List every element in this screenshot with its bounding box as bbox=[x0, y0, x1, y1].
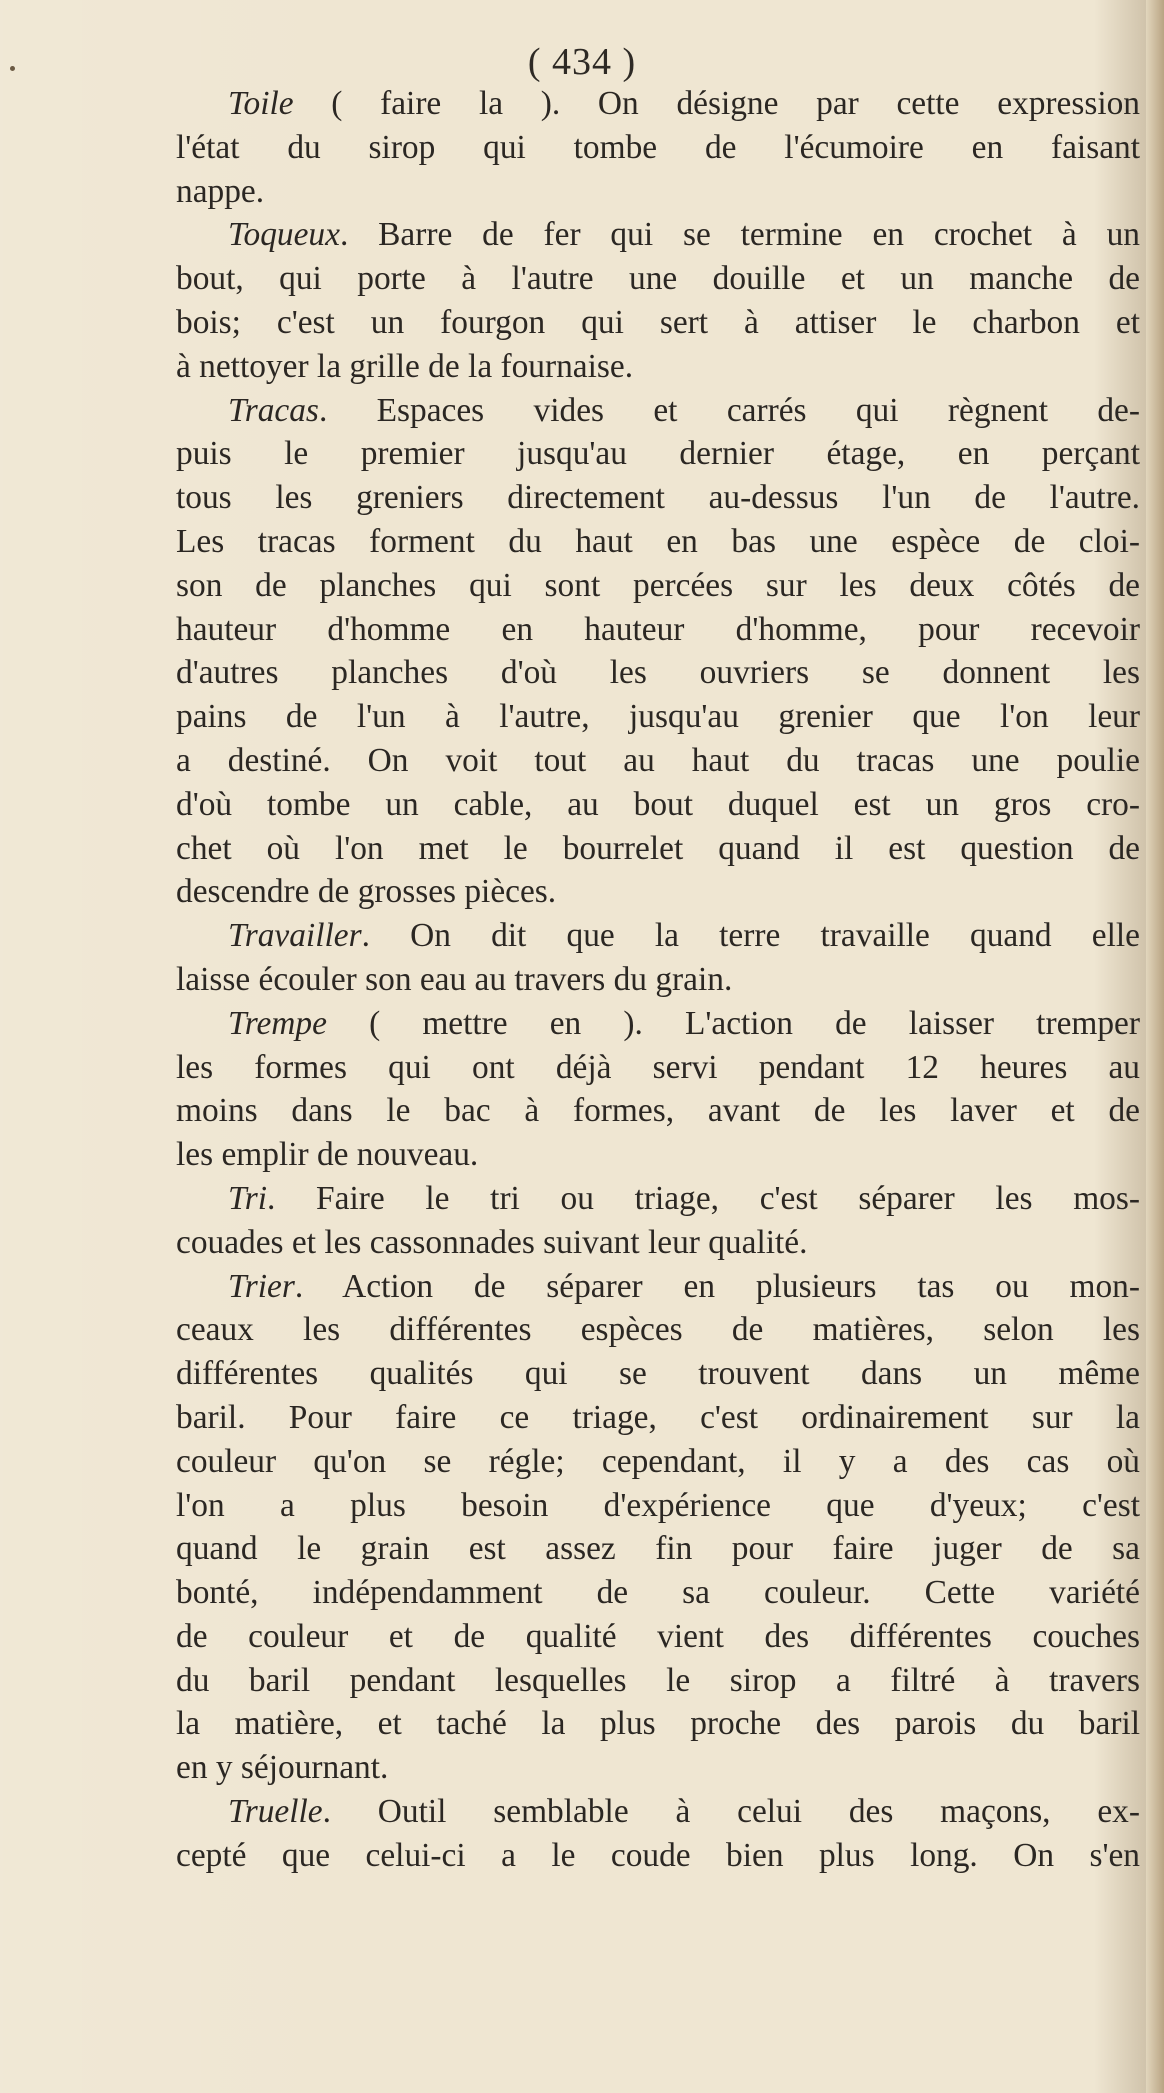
text-line: chet où l'on met le bourrelet quand il est question de bbox=[176, 829, 1140, 867]
entry-tri bbox=[176, 1177, 1140, 1265]
text-line: Toile ( faire la ). On désigne par cette expression bbox=[228, 85, 1140, 122]
text-line: Trier. Action de séparer en plusieurs tas ou mon- bbox=[228, 1267, 1140, 1305]
text-line: différentes qualités qui se trouvent dans un même bbox=[176, 1355, 1140, 1393]
text-line: Toqueux. Barre de fer qui se termine en crochet à un bbox=[228, 216, 1140, 254]
text-line: son de planches qui sont percées sur les deux côtés de bbox=[176, 566, 1140, 604]
entry-term: Trier bbox=[228, 1267, 295, 1305]
text-line: tous les greniers directement au-dessus l'un de l'autre. bbox=[176, 479, 1140, 517]
text-line: hauteur d'homme en hauteur d'homme, pour recevoir bbox=[176, 610, 1140, 648]
text-line: pains de l'un à l'autre, jusqu'au grenier que l'on leur bbox=[176, 698, 1140, 736]
text-line: baril. Pour faire ce triage, c'est ordinairement sur la bbox=[176, 1398, 1140, 1436]
text-line: les emplir de nouveau. bbox=[176, 1136, 479, 1174]
entry-term: Trempe bbox=[228, 1004, 327, 1042]
text-line: a destiné. On voit tout au haut du tracas une poulie bbox=[176, 741, 1140, 779]
entry-term: Tracas bbox=[228, 391, 319, 429]
text-line: bonté, indépendamment de sa couleur. Cette variété bbox=[176, 1574, 1140, 1612]
entry-term: Truelle bbox=[228, 1793, 323, 1831]
text-line: Truelle. Outil semblable à celui des maçons, ex- bbox=[228, 1793, 1140, 1831]
entry-term: Toqueux bbox=[228, 216, 340, 254]
entry-trempe bbox=[176, 1002, 1140, 1177]
text-line: couleur qu'on se régle; cependant, il y a des cas où bbox=[176, 1442, 1140, 1480]
text-line: de couleur et de qualité vient des différentes couches bbox=[176, 1617, 1140, 1655]
text-line: ceaux les différentes espèces de matières, selon les bbox=[176, 1311, 1140, 1349]
text-line: cepté que celui-ci a le coude bien plus long. On s'en bbox=[176, 1836, 1140, 1874]
text-line: en y séjournant. bbox=[176, 1749, 389, 1787]
text-line: à nettoyer la grille de la fournaise. bbox=[176, 347, 634, 385]
text-line: l'on a plus besoin d'expérience que d'yeux; c'est bbox=[176, 1486, 1140, 1524]
text-line: Les tracas forment du haut en bas une espèce de cloi- bbox=[176, 522, 1140, 560]
text-line: Travailler. On dit que la terre travaille quand elle bbox=[228, 917, 1140, 955]
entry-term: Toile bbox=[228, 85, 294, 122]
text-line: laisse écouler son eau au travers du grain. bbox=[176, 960, 733, 998]
entry-toqueux bbox=[176, 213, 1140, 388]
text-line: quand le grain est assez fin pour faire juger de sa bbox=[176, 1530, 1140, 1568]
text-line: Tri. Faire le tri ou triage, c'est séparer les mos- bbox=[228, 1179, 1140, 1217]
text-line: bois; c'est un fourgon qui sert à attiser le charbon et bbox=[176, 303, 1140, 341]
entry-toile bbox=[176, 82, 1140, 213]
page-number: ( 434 ) bbox=[527, 41, 637, 83]
entry-travailler bbox=[176, 914, 1140, 1002]
text-line: puis le premier jusqu'au dernier étage, en perçant bbox=[176, 435, 1140, 473]
text-line: la matière, et taché la plus proche des parois du baril bbox=[176, 1705, 1140, 1743]
text-line: bout, qui porte à l'autre une douille et un manche de bbox=[176, 260, 1140, 298]
entry-trier bbox=[176, 1265, 1140, 1791]
text-line: du baril pendant lesquelles le sirop a filtré à travers bbox=[176, 1661, 1140, 1699]
text-line: les formes qui ont déjà servi pendant 12 heures au bbox=[176, 1048, 1140, 1086]
text-line: l'état du sirop qui tombe de l'écumoire en faisant bbox=[176, 128, 1140, 166]
entry-tracas bbox=[176, 389, 1140, 915]
text-line: d'où tombe un cable, au bout duquel est un gros cro- bbox=[176, 785, 1140, 823]
text-line: Trempe ( mettre en ). L'action de laisser tremper bbox=[228, 1004, 1140, 1042]
entry-term: Tri bbox=[228, 1179, 267, 1217]
text-line: d'autres planches d'où les ouvriers se donnent les bbox=[176, 654, 1140, 692]
dictionary-text bbox=[176, 82, 1140, 1878]
text-line: Tracas. Espaces vides et carrés qui règnent de- bbox=[228, 391, 1140, 429]
text-line: nappe. bbox=[176, 172, 265, 210]
entry-truelle bbox=[176, 1790, 1140, 1878]
text-line: descendre de grosses pièces. bbox=[176, 873, 557, 911]
text-line: moins dans le bac à formes, avant de les laver et de bbox=[176, 1092, 1140, 1130]
text-line: couades et les cassonnades suivant leur qualité. bbox=[176, 1223, 808, 1261]
entry-term: Travailler bbox=[228, 917, 362, 955]
page-spine-shadow bbox=[1146, 0, 1164, 2093]
